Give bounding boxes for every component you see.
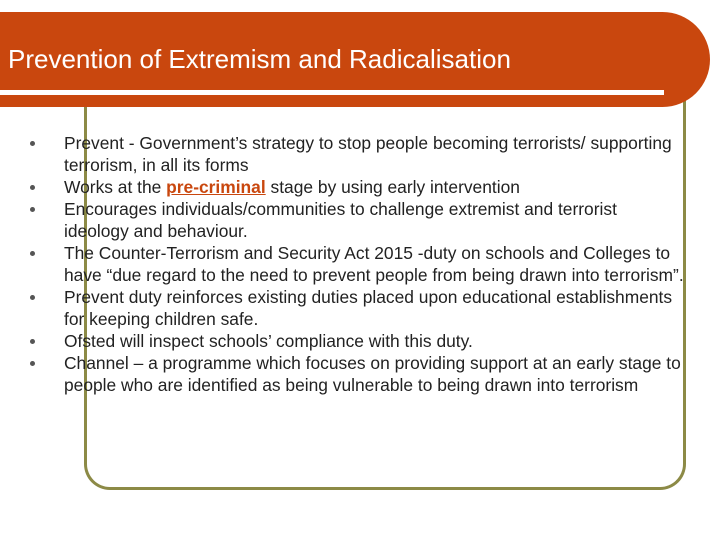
bullet-text: Encourages individuals/communities to challenge extremist and terrorist ideology and behaviour. [64, 199, 617, 241]
title-underline [0, 90, 664, 95]
bullet-item [30, 330, 686, 352]
bullet-icon [30, 141, 35, 146]
pre-criminal-highlight: pre-criminal [166, 177, 266, 197]
bullet-text: Prevent - Government’s strategy to stop people becoming terrorists/ supporting terrorism, in all its forms [64, 133, 672, 175]
bullet-icon [30, 339, 35, 344]
bullet-item [30, 176, 686, 198]
bullet-item [30, 286, 686, 330]
bullet-text: Prevent duty reinforces existing duties placed upon educational establishments for keeping children safe. [64, 287, 673, 329]
bullet-icon [30, 185, 35, 190]
bullet-item [30, 242, 686, 286]
bullet-item [30, 352, 686, 396]
bullet-item [30, 132, 686, 176]
bullet-list [30, 132, 686, 396]
bullet-text-after: stage by using early intervention [265, 177, 520, 197]
bullet-icon [30, 207, 35, 212]
slide-title: Prevention of Extremism and Radicalisation [8, 44, 511, 74]
bullet-icon [30, 295, 35, 300]
bullet-text: The Counter-Terrorism and Security Act 2015 -duty on schools and Colleges to have “due regard to the need to prevent people from being drawn into terrorism”. [64, 243, 684, 285]
bullet-item [30, 198, 686, 242]
bullet-text: Ofsted will inspect schools’ compliance with this duty. [64, 331, 473, 351]
bullet-text: Channel – a programme which focuses on providing support at an early stage to people who are identified as being vulnerable to being drawn into terrorism [64, 353, 681, 395]
bullet-text-before: Works at the [64, 177, 167, 197]
bullet-icon [30, 251, 35, 256]
bullet-icon [30, 361, 35, 366]
